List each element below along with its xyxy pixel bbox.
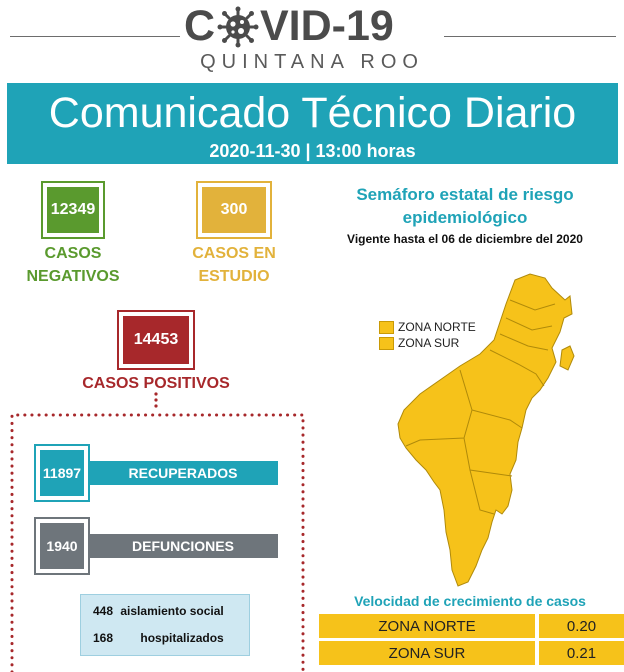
recuperados-label: RECUPERADOS bbox=[128, 465, 238, 481]
velocidad-norte-valor: 0.20 bbox=[539, 614, 624, 638]
title-right: VID-19 bbox=[260, 2, 394, 50]
defunciones-label: DEFUNCIONES bbox=[132, 538, 234, 554]
positivos-box bbox=[117, 310, 195, 370]
report-datetime: 2020-11-30 | 13:00 horas bbox=[209, 141, 416, 161]
positivos-value: 14453 bbox=[123, 316, 189, 364]
negativos-value: 12349 bbox=[47, 187, 99, 233]
map-state-shape bbox=[398, 274, 572, 586]
defunciones-box bbox=[34, 517, 90, 575]
header-rule-left bbox=[10, 36, 180, 37]
semaforo-vigente: Vigente hasta el 06 de diciembre del 2020 bbox=[347, 232, 583, 246]
negativos-label-line1: CASOS bbox=[44, 245, 102, 262]
velocidad-title: Velocidad de crecimiento de casos bbox=[354, 593, 586, 609]
quintana-roo-map bbox=[360, 270, 590, 590]
header-rule-right bbox=[444, 36, 616, 37]
recuperados-value: 11897 bbox=[40, 450, 84, 496]
estudio-label bbox=[178, 242, 290, 288]
legend-label-norte: ZONA NORTE bbox=[398, 320, 476, 334]
map-cozumel bbox=[560, 346, 574, 370]
negativos-box bbox=[41, 181, 105, 239]
hospitalizados-value: 168 bbox=[93, 631, 114, 645]
estudio-label-line1: CASOS EN bbox=[192, 245, 276, 262]
aislamiento-value: 448 bbox=[93, 604, 114, 618]
region-subtitle: QUINTANA ROO bbox=[200, 51, 424, 73]
estudio-box bbox=[196, 181, 272, 239]
report-title: Comunicado Técnico Diario bbox=[48, 89, 577, 137]
legend-label-sur: ZONA SUR bbox=[398, 336, 460, 350]
velocidad-sur-valor: 0.21 bbox=[539, 641, 624, 665]
estudio-label-line2: ESTUDIO bbox=[198, 268, 270, 285]
estudio-value: 300 bbox=[202, 187, 266, 233]
hospitalizados-label: hospitalizados bbox=[140, 631, 224, 645]
app-title bbox=[184, 4, 440, 48]
hospitalizados-row bbox=[93, 631, 224, 645]
velocidad-sur-zona: ZONA SUR bbox=[319, 641, 535, 665]
negativos-label-line2: NEGATIVOS bbox=[26, 268, 120, 285]
defunciones-value: 1940 bbox=[40, 523, 84, 569]
report-banner bbox=[7, 83, 618, 164]
velocidad-norte-zona: ZONA NORTE bbox=[319, 614, 535, 638]
aislamiento-row bbox=[93, 604, 224, 618]
positivos-label: CASOS POSITIVOS bbox=[82, 375, 230, 392]
coronavirus-icon bbox=[217, 6, 259, 48]
recuperados-bar bbox=[88, 461, 278, 485]
negativos-label bbox=[18, 242, 128, 288]
aislamiento-label: aislamiento social bbox=[120, 604, 224, 618]
recuperados-box bbox=[34, 444, 90, 502]
semaforo-title: Semáforo estatal de riesgo epidemiológico bbox=[356, 185, 574, 227]
active-cases-box bbox=[80, 594, 250, 656]
defunciones-bar bbox=[88, 534, 278, 558]
title-left: C bbox=[184, 2, 216, 50]
